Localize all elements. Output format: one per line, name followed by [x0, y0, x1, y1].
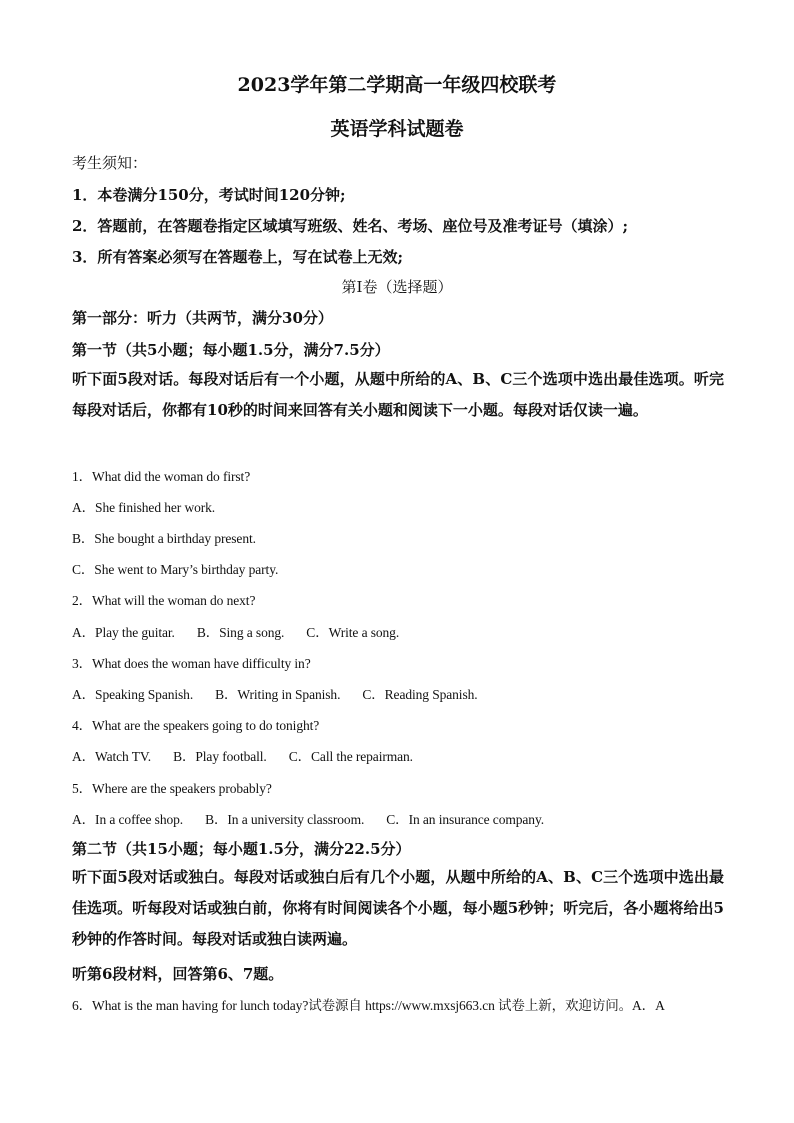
section1-heading: 第一节（共5小题；每小题1.5分，满分7.5分）	[72, 341, 390, 359]
question-2-options	[72, 621, 399, 641]
question-3-option-a: A．Speaking Spanish.	[72, 687, 194, 702]
notice-item-1: 1．本卷满分150分，考试时间120分钟;	[72, 186, 346, 204]
exam-subtitle: 英语学科试题卷	[330, 118, 464, 140]
question-4-options	[72, 745, 413, 765]
question-1-option-c: C．She went to Mary’s birthday party.	[72, 562, 279, 577]
question-3-stem: 3．What does the woman have difficulty in?	[72, 656, 311, 671]
section2-instructions: 听下面5段对话或独白。每段对话或独白后有几个小题，从题中所给的A、B、C三个选项中选出最佳选项。听每段对话或独白前，你将有时间阅读各个小题，每小题5秒钟；听完后，各小题将给出5秒钟的作答时间。每段对话或独白读两遍。	[72, 868, 724, 948]
question-5-option-a: A．In a coffee shop.	[72, 812, 184, 827]
question-1-option-a: A．She finished her work.	[72, 500, 216, 515]
volume-title: 第I卷（选择题）	[341, 278, 453, 296]
question-1-stem: 1．What did the woman do first?	[72, 469, 251, 484]
question-4-option-b: B．Play football.	[173, 749, 267, 764]
notice-heading: 考生须知：	[72, 154, 148, 172]
question-2-option-a: A．Play the guitar.	[72, 625, 175, 640]
question-5-options	[72, 808, 544, 828]
material-6-heading: 听第6段材料，回答第6、7题。	[72, 965, 284, 983]
question-3-options	[72, 683, 478, 703]
question-2-option-b: B．Sing a song.	[196, 625, 285, 640]
section2-heading: 第二节（共15小题；每小题1.5分，满分22.5分）	[72, 840, 411, 858]
question-5-option-c: C．In an insurance company.	[386, 812, 544, 827]
question-4-stem: 4．What are the speakers going to do tonight?	[72, 718, 320, 733]
notice-item-3: 3．所有答案必须写在答题卷上，写在试卷上无效;	[72, 248, 403, 266]
question-2-option-c: C．Write a song.	[306, 625, 400, 640]
question-4-option-c: C．Call the repairman.	[288, 749, 413, 764]
question-3-option-b: B．Writing in Spanish.	[215, 687, 341, 702]
question-1-option-b: B．She bought a birthday present.	[72, 531, 256, 546]
question-2-stem: 2．What will the woman do next?	[72, 593, 256, 608]
part1-heading: 第一部分：听力（共两节，满分30分）	[72, 309, 333, 327]
section1-instructions: 听下面5段对话。每段对话后有一个小题，从题中所给的A、B、C三个选项中选出最佳选项。听完每段对话后，你都有10秒的时间来回答有关小题和阅读下一小题。每段对话仅读一遍。	[72, 370, 724, 419]
question-3-option-c: C．Reading Spanish.	[362, 687, 478, 702]
notice-item-2: 2．答题前，在答题卷指定区域填写班级、姓名、考场、座位号及准考证号（填涂）;	[72, 217, 628, 235]
exam-title: 2023学年第二学期高一年级四校联考	[237, 74, 557, 96]
question-5-option-b: B．In a university classroom.	[205, 812, 365, 827]
question-6-stem: 6．What is the man having for lunch today?试卷源自 https://www.mxsj663.cn 试卷上新，欢迎访问。A．A	[72, 998, 665, 1013]
question-4-option-a: A．Watch TV.	[72, 749, 152, 764]
question-5-stem: 5．Where are the speakers probably?	[72, 781, 272, 796]
